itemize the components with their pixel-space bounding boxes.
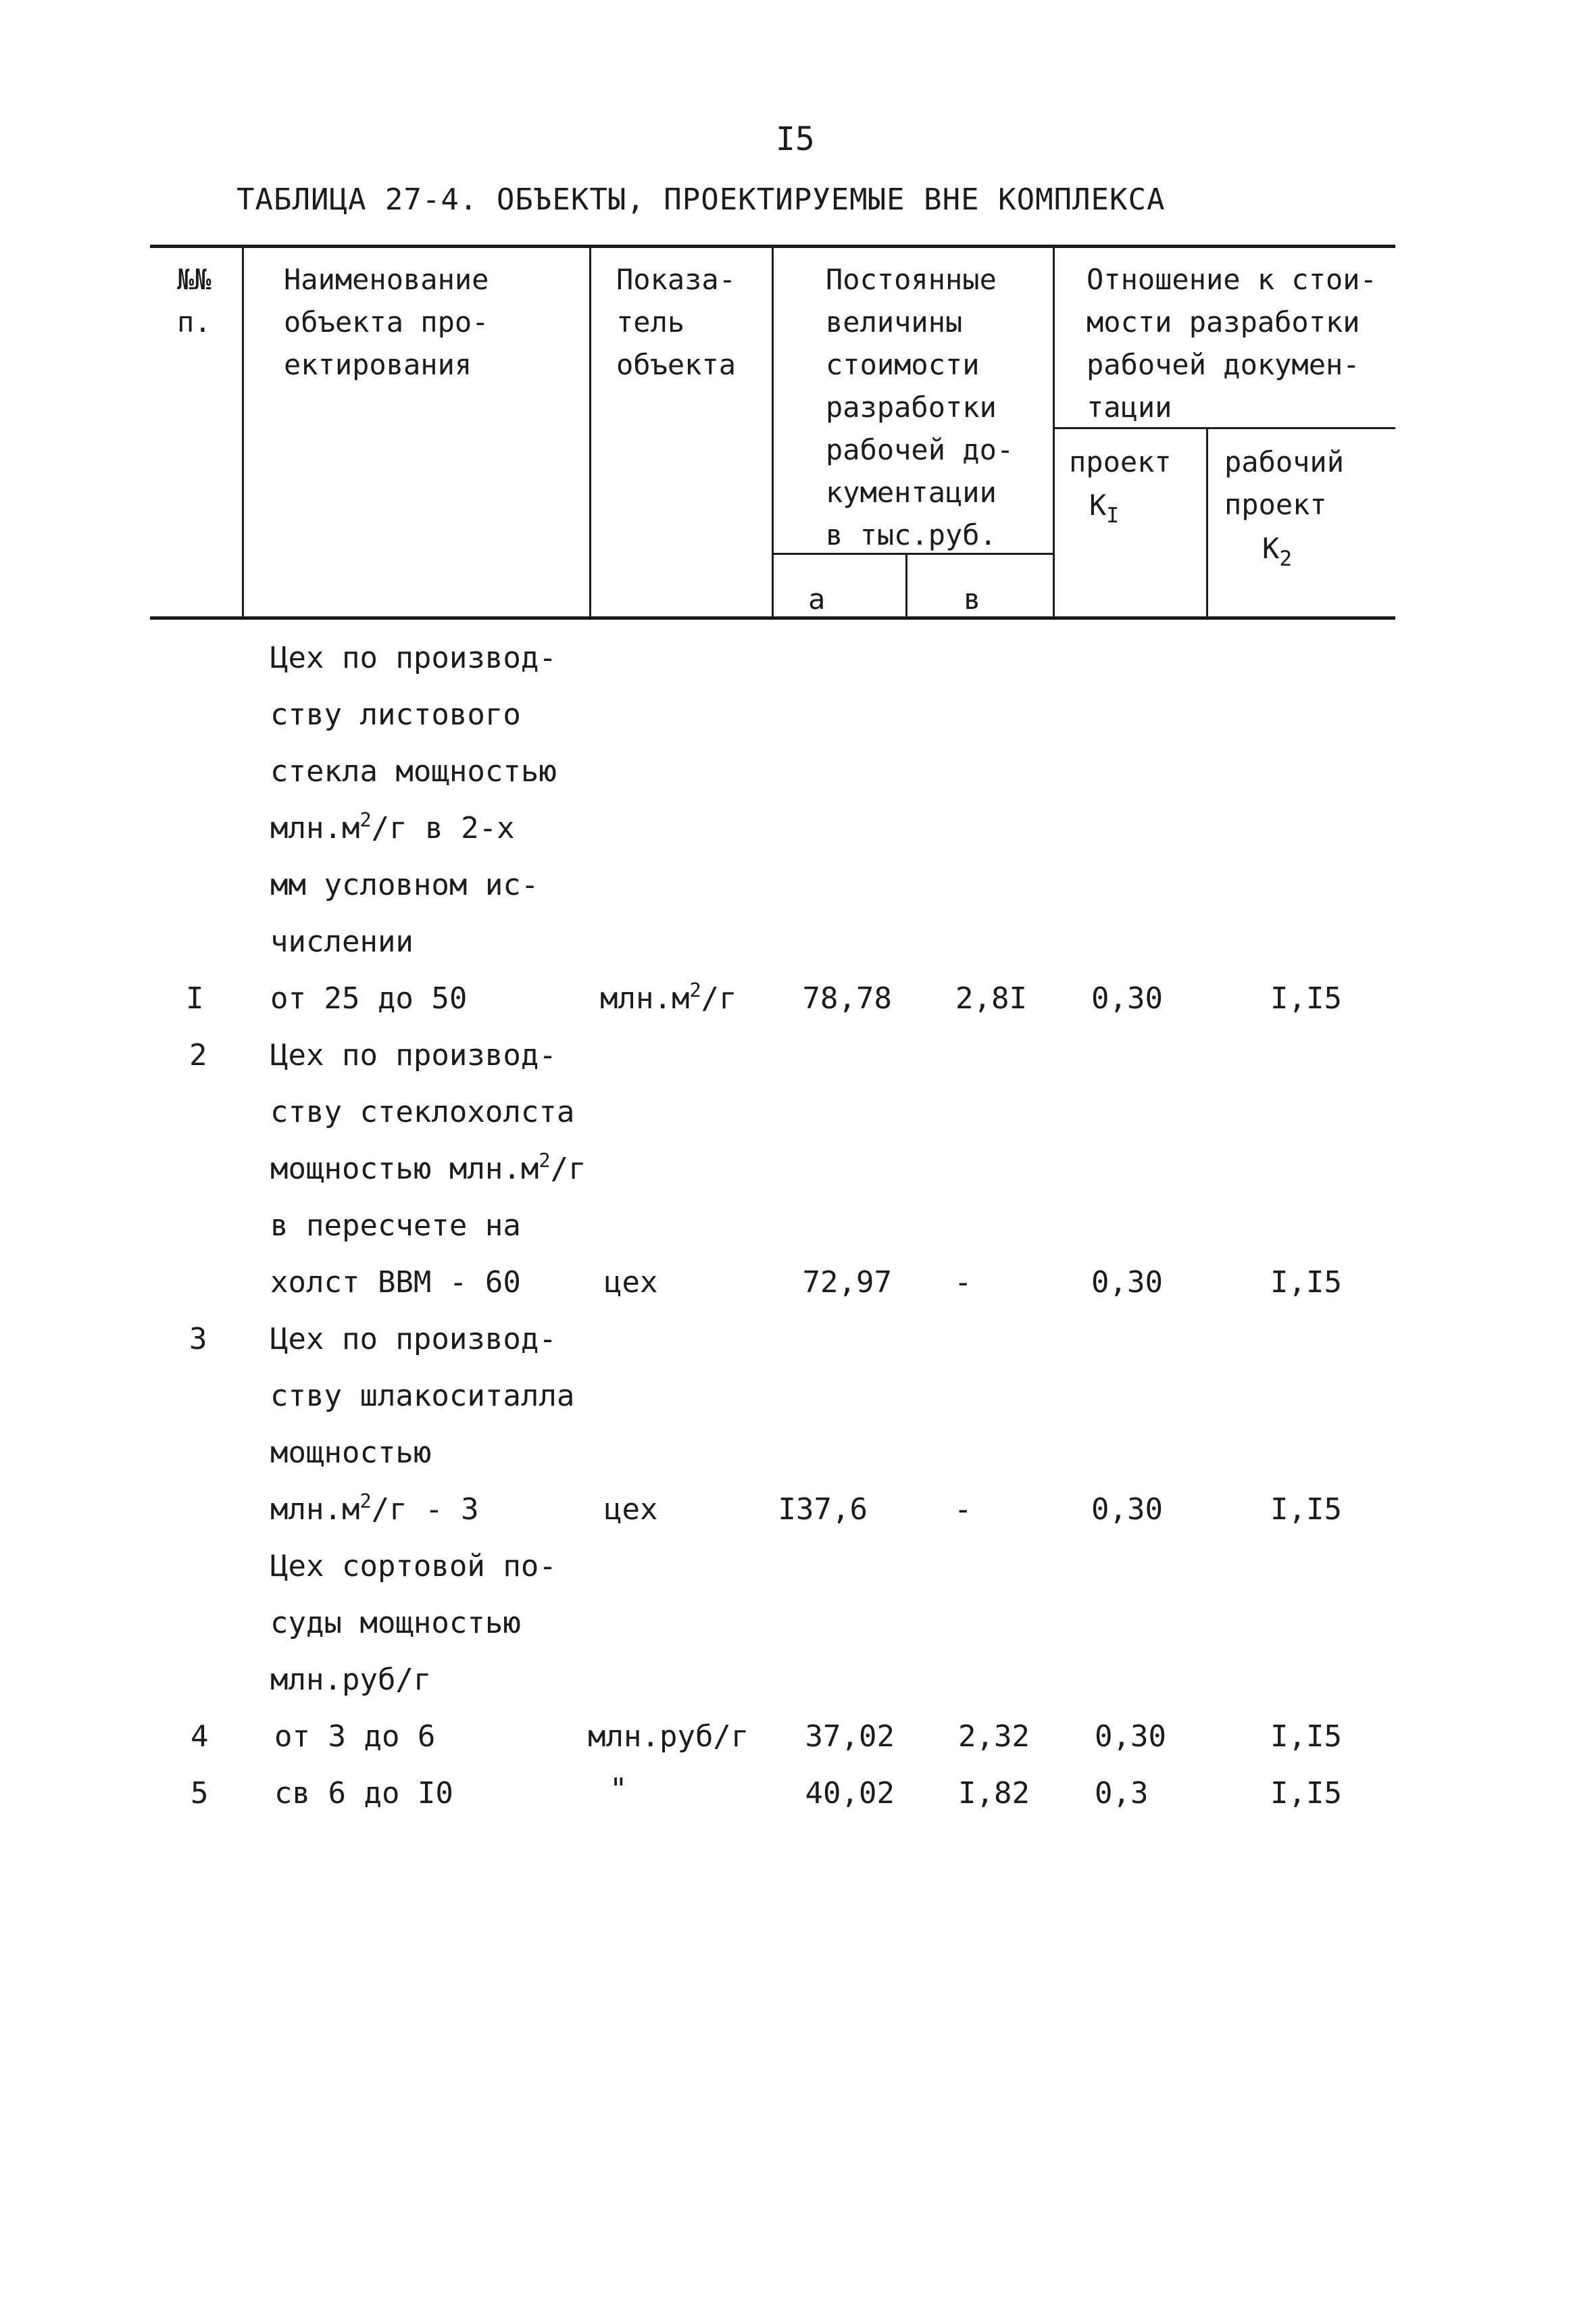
- row4-value-k2: I,I5: [1270, 1719, 1342, 1754]
- row2-name-line2: ству стеклохолста: [270, 1095, 575, 1129]
- row1-value-k2: I,I5: [1270, 981, 1342, 1016]
- header-sub-a: а: [808, 583, 826, 616]
- header-sub-b: в: [964, 583, 981, 616]
- row3-value-a: I37,6: [778, 1492, 868, 1527]
- row5-indicator-ditto: ": [609, 1772, 628, 1806]
- col-divider-k: [1206, 427, 1208, 618]
- row3-name-line2: ству шлакоситалла: [270, 1379, 575, 1413]
- row2-value-b: -: [954, 1265, 972, 1300]
- group-name-line2: суды мощностью: [270, 1606, 521, 1640]
- row3-number: 3: [189, 1322, 207, 1356]
- header-ratio: Отношение к стои- мости разработки рабочей докумен- тации: [1087, 263, 1377, 424]
- row2-indicator: цех: [604, 1265, 658, 1300]
- row2-number: 2: [189, 1038, 207, 1073]
- row1-indicator: $млн.м^2/г$: [600, 978, 737, 1016]
- row2-value-a: 72,97: [802, 1265, 892, 1300]
- col-divider-3: [772, 245, 774, 618]
- col-divider-2: [589, 245, 591, 618]
- row3-name-line1: Цех по производ-: [270, 1322, 557, 1356]
- row4-value-k1: 0,30: [1095, 1719, 1166, 1754]
- header-name: Наименование объекта про- ектирования: [284, 263, 489, 381]
- row1-value-b: 2,8I: [955, 981, 1027, 1016]
- row1-name-line3: стекла мощностью: [270, 754, 557, 789]
- header-no: №№ п.: [177, 263, 211, 339]
- header-constant-cost: Постоянные величины стоимости разработки рабочей до- кументации в тыс.руб.: [826, 263, 1014, 551]
- group-name-line1: Цех сортовой по-: [270, 1549, 557, 1583]
- row5-value-a: 40,02: [805, 1776, 895, 1811]
- row5-value-b: I,82: [958, 1776, 1030, 1811]
- row5-name: св 6 до I0: [274, 1776, 453, 1811]
- row1-value-a: 78,78: [802, 981, 892, 1016]
- row1-value-k1: 0,30: [1091, 981, 1163, 1016]
- header-working-k: $К_2$: [1262, 532, 1293, 572]
- row1-name-line2: ству листового: [270, 697, 521, 732]
- table-title: ТАБЛИЦА 27-4. ОБЪЕКТЫ, ПРОЕКТИРУЕМЫЕ ВНЕ КОМПЛЕКСА: [236, 182, 1166, 217]
- page-number: I5: [776, 120, 815, 158]
- row4-value-b: 2,32: [958, 1719, 1030, 1754]
- row3-value-k2: I,I5: [1270, 1492, 1342, 1527]
- row2-value-k2: I,I5: [1270, 1265, 1342, 1300]
- row2-name-line4: в пересчете на: [270, 1208, 521, 1243]
- row3-indicator: цех: [604, 1492, 658, 1527]
- row3-name-line4: $млн.м^2/г - 3$: [270, 1489, 479, 1527]
- row4-number: 4: [191, 1719, 209, 1754]
- header-project-k: $К_I$: [1089, 489, 1120, 528]
- row4-indicator: млн.руб/г: [588, 1719, 749, 1754]
- col-divider-4: [1053, 245, 1055, 618]
- header-working-project: рабочий проект: [1224, 445, 1345, 521]
- header-indicator: Показа- тель объекта: [616, 263, 737, 381]
- row4-name: от 3 до 6: [274, 1719, 436, 1754]
- row2-name-line1: Цех по производ-: [270, 1038, 557, 1073]
- row2-value-k1: 0,30: [1091, 1265, 1163, 1300]
- row3-value-k1: 0,30: [1091, 1492, 1163, 1527]
- row1-name-line5: мм условном ис-: [270, 868, 539, 902]
- row5-number: 5: [191, 1776, 209, 1811]
- row1-name-line6: числении: [270, 925, 414, 959]
- row3-value-b: -: [954, 1492, 972, 1527]
- row1-number: I: [186, 981, 204, 1016]
- col-divider-1: [242, 245, 244, 618]
- header-project: проект: [1069, 445, 1172, 478]
- group-name-line3: млн.руб/г: [270, 1663, 432, 1697]
- row2-name-line3: мощностью $млн.м^2/г$: [270, 1148, 587, 1186]
- row1-name-range: от 25 до 50: [270, 981, 468, 1016]
- row4-value-a: 37,02: [805, 1719, 895, 1754]
- row3-name-line3: мощностью: [270, 1435, 432, 1470]
- row5-value-k1: 0,3: [1095, 1776, 1149, 1811]
- row5-value-k2: I,I5: [1270, 1776, 1342, 1811]
- row1-name-line4: $млн.м^2/г$ в 2-х: [270, 808, 515, 845]
- row1-name-line1: Цех по производ-: [270, 641, 557, 675]
- row2-name-line5: холст ВВМ - 60: [270, 1265, 521, 1300]
- col-divider-ab: [905, 553, 907, 618]
